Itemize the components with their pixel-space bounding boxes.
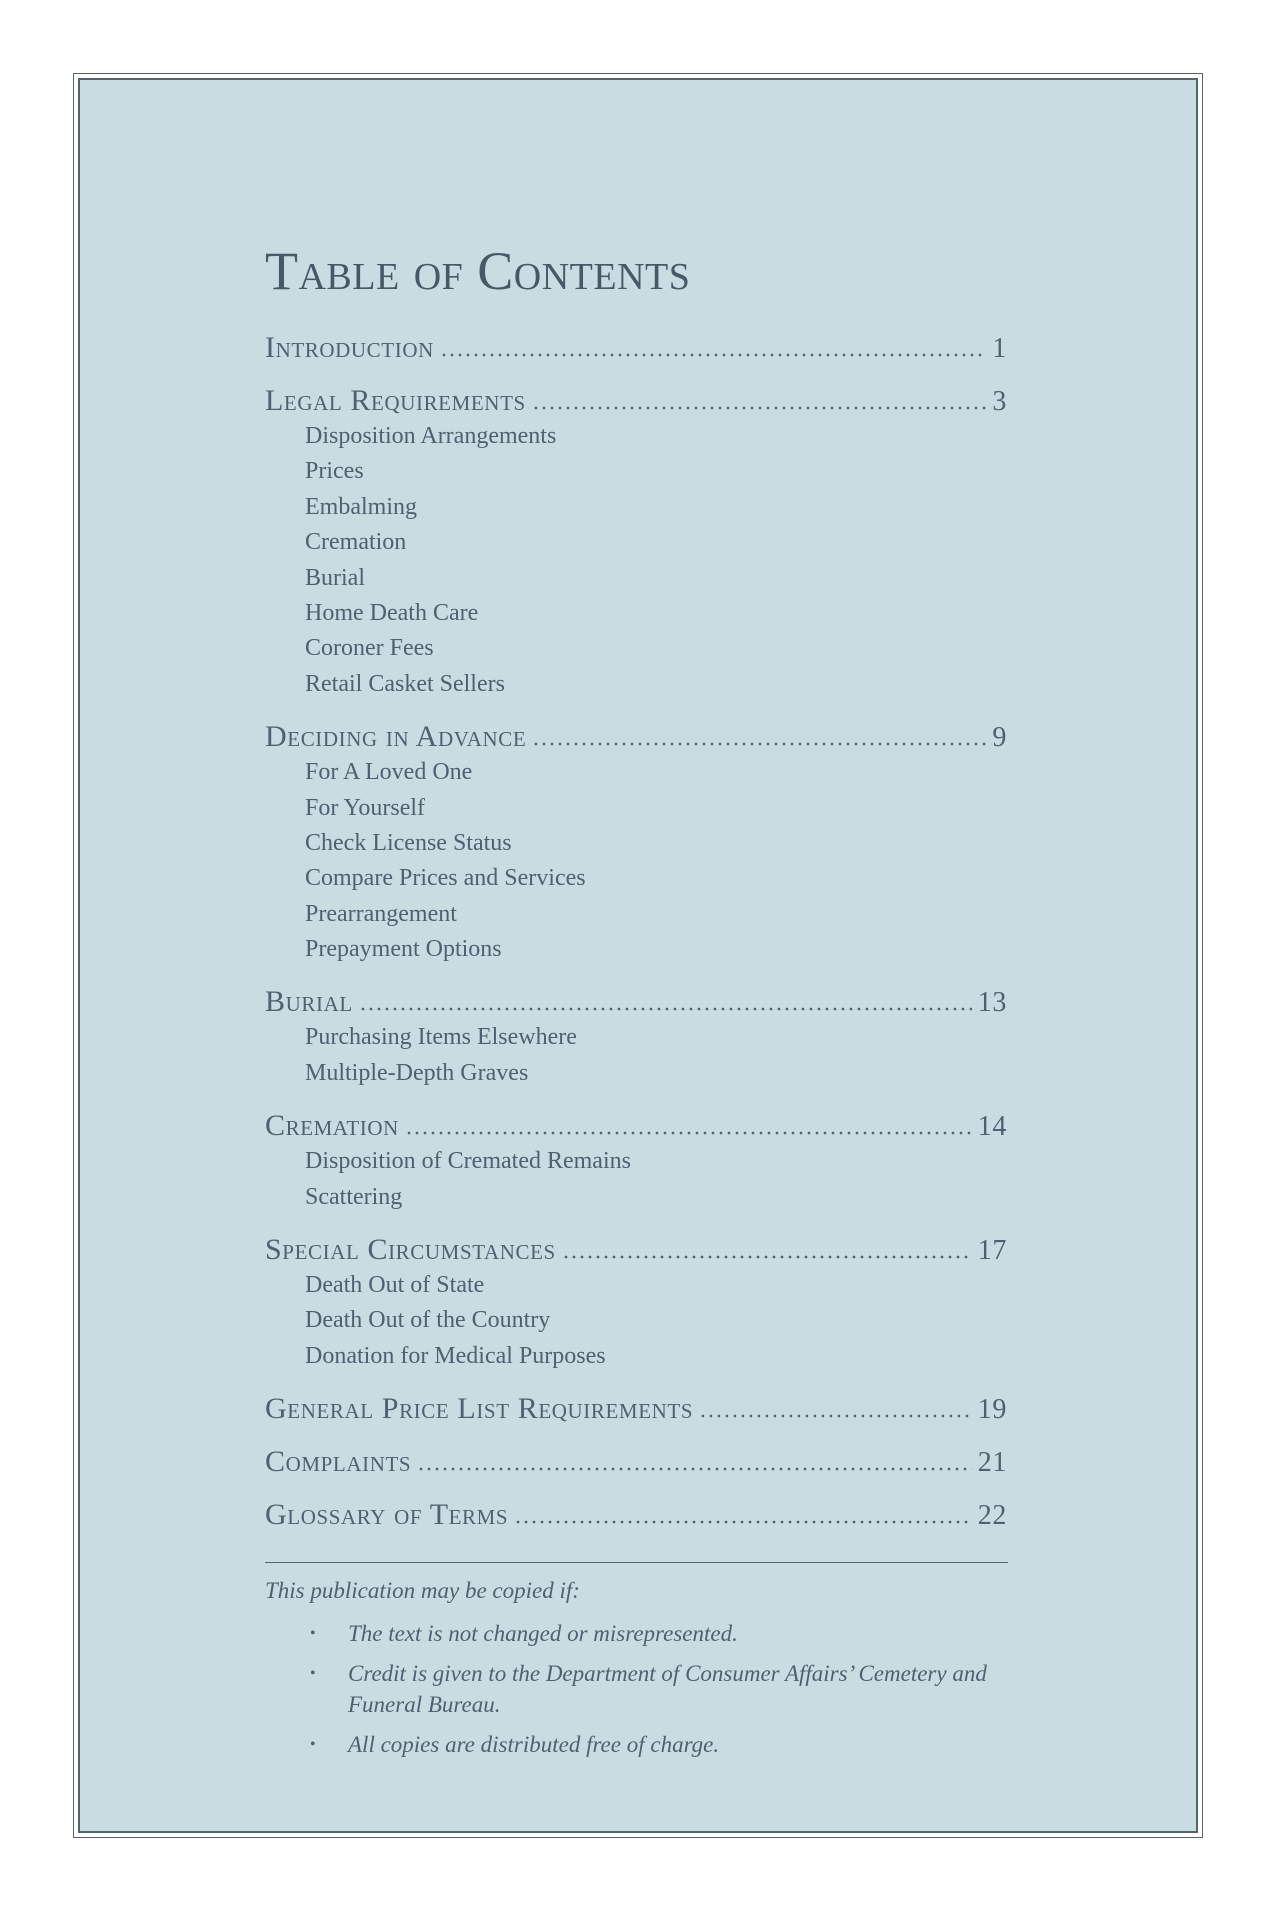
page-title: Table of Contents: [265, 241, 691, 301]
toc-subentry[interactable]: Disposition of Cremated Remains: [305, 1148, 631, 1175]
toc-entry-label: Cremation: [265, 1109, 399, 1143]
dot-leader: [532, 742, 986, 746]
toc-subentry[interactable]: For Yourself: [305, 794, 426, 821]
toc-entry[interactable]: [265, 984, 1007, 1020]
toc-entry[interactable]: [265, 1391, 1007, 1427]
table-of-contents: [265, 330, 1007, 1533]
toc-page-number: 21: [977, 1447, 1007, 1479]
toc-page-number: 13: [977, 987, 1007, 1019]
toc-subentry[interactable]: Death Out of the Country: [305, 1307, 551, 1334]
toc-subentry[interactable]: Home Death Care: [305, 599, 479, 626]
toc-entry[interactable]: [265, 1108, 1007, 1144]
toc-subentry[interactable]: Disposition Arrangements: [305, 423, 557, 449]
dot-leader: [440, 353, 987, 357]
toc-page-number: 19: [977, 1394, 1007, 1426]
condition-text: All copies are distributed free of charge.: [348, 1732, 720, 1757]
dot-leader: [532, 406, 987, 410]
toc-entry-label: Introduction: [265, 331, 434, 364]
toc-subentry[interactable]: Scattering: [305, 1183, 403, 1210]
toc-subentry[interactable]: Prearrangement: [305, 900, 457, 927]
condition-item: [310, 1618, 1010, 1649]
toc-page-number: 3: [992, 386, 1007, 417]
toc-subentry[interactable]: For A Loved One: [305, 759, 473, 786]
toc-entry[interactable]: [265, 1232, 1007, 1268]
toc-entry[interactable]: [265, 1444, 1007, 1480]
dot-leader: [562, 1255, 972, 1259]
copy-conditions: [310, 1618, 1010, 1769]
toc-subentry[interactable]: Multiple-Depth Graves: [305, 1059, 529, 1086]
toc-subentry[interactable]: Check License Status: [305, 829, 512, 856]
toc-page-number: 1: [992, 333, 1007, 364]
toc-subentry[interactable]: Donation for Medical Purposes: [305, 1342, 606, 1369]
condition-item: [310, 1658, 1010, 1720]
divider: [265, 1562, 1008, 1563]
condition-item: [310, 1729, 1010, 1760]
toc-subentry[interactable]: Prices: [305, 458, 364, 485]
dot-leader: [405, 1131, 972, 1135]
toc-entry[interactable]: [265, 383, 1007, 419]
toc-entry-label: Glossary of Terms: [265, 1498, 509, 1532]
toc-subentry[interactable]: Cremation: [305, 529, 407, 556]
toc-subentry[interactable]: Purchasing Items Elsewhere: [305, 1024, 577, 1051]
toc-subentry[interactable]: Retail Casket Sellers: [305, 670, 505, 697]
toc-entry-label: Complaints: [265, 1445, 412, 1479]
toc-subentry[interactable]: Embalming: [305, 493, 417, 520]
copy-note: This publication may be copied if:: [265, 1578, 580, 1603]
dot-leader: [417, 1467, 972, 1471]
toc-subentry[interactable]: Burial: [305, 564, 365, 591]
condition-text: Credit is given to the Department of Consumer Affairs’ Cemetery and Funeral Bureau.: [348, 1661, 987, 1717]
toc-entry-label: Special Circumstances: [265, 1233, 556, 1267]
toc-entry[interactable]: [265, 719, 1007, 755]
bullet-icon: •: [310, 1736, 316, 1753]
toc-page-number: 9: [992, 722, 1007, 754]
condition-text: The text is not changed or misrepresented.: [348, 1621, 738, 1646]
toc-subentry[interactable]: Compare Prices and Services: [305, 865, 586, 892]
toc-entry-label: Legal Requirements: [265, 384, 526, 417]
toc-entry-label: General Price List Requirements: [265, 1392, 694, 1426]
toc-entry[interactable]: [265, 1497, 1007, 1533]
toc-subentry[interactable]: Prepayment Options: [305, 936, 502, 963]
toc-page-number: 22: [977, 1500, 1007, 1532]
dot-leader: [514, 1520, 972, 1524]
toc-subentry[interactable]: Death Out of State: [305, 1272, 485, 1299]
toc-entry-label: Deciding in Advance: [265, 720, 527, 754]
dot-leader: [699, 1414, 972, 1418]
bullet-icon: •: [310, 1625, 316, 1642]
bullet-icon: •: [310, 1665, 316, 1682]
toc-entry[interactable]: [265, 330, 1007, 366]
toc-subentry[interactable]: Coroner Fees: [305, 635, 434, 662]
toc-page-number: 17: [977, 1235, 1007, 1267]
toc-page-number: 14: [977, 1111, 1007, 1143]
dot-leader: [359, 1007, 972, 1011]
toc-entry-label: Burial: [265, 985, 353, 1019]
